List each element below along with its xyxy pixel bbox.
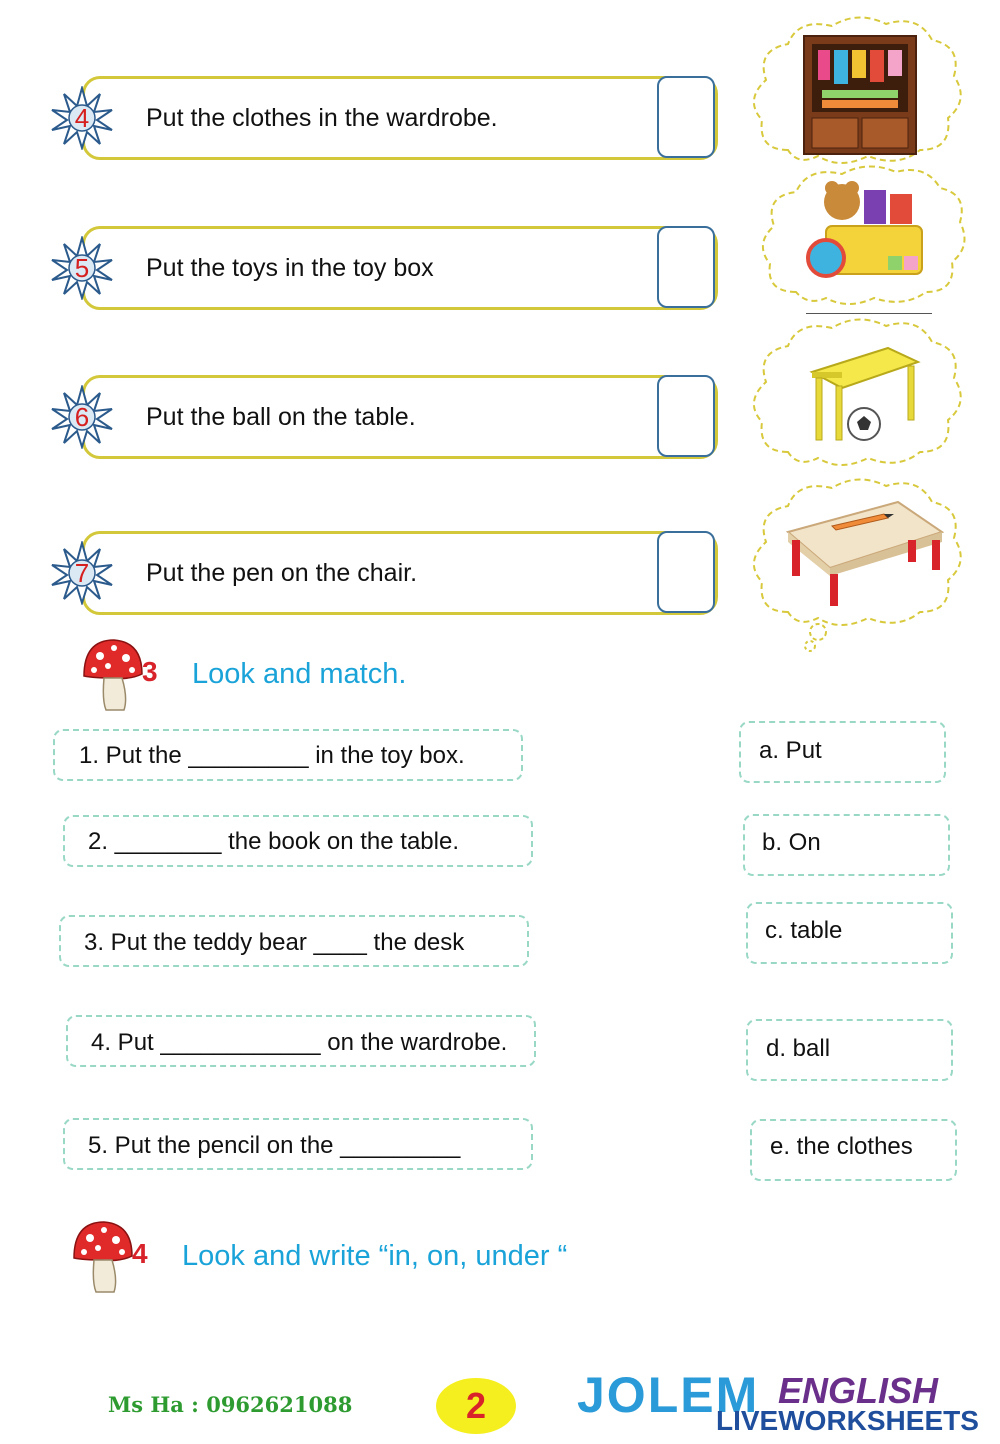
sentence-text-7: Put the pen on the chair. [146, 559, 418, 587]
wardrobe-picture [748, 10, 970, 170]
star-badge-5 [50, 236, 114, 300]
star-badge-6 [50, 385, 114, 449]
star-badge-7 [50, 541, 114, 605]
match-left-text-4: 4. Put ____________ on the wardrobe. [91, 1029, 508, 1056]
match-right-text-c: c. table [765, 917, 843, 944]
star-number: 6 [74, 402, 90, 432]
match-right-text-d: d. ball [766, 1035, 831, 1062]
jolem-logo: JOLEM [577, 1367, 760, 1423]
page-number: 2 [465, 1385, 487, 1426]
english-logo: ENGLISH [778, 1370, 939, 1411]
star-number: 4 [74, 103, 90, 133]
answer-box-7[interactable] [657, 531, 715, 613]
section-title-3: Look and match. [192, 658, 407, 690]
author-contact: Ms Ha : 0962621088 [108, 1392, 353, 1417]
match-right-text-b: b. On [762, 829, 821, 856]
star-badge-4 [50, 86, 114, 150]
sentence-text-6: Put the ball on the table. [146, 403, 416, 431]
star-number: 7 [74, 558, 90, 588]
match-right-text-a: a. Put [759, 737, 822, 764]
section-number-3: 3 [142, 656, 158, 687]
section-number-4: 4 [132, 1238, 148, 1269]
pencil-chair-picture [748, 472, 970, 654]
match-left-text-1: 1. Put the _________ in the toy box. [79, 742, 465, 769]
liveworksheets-logo[interactable]: LIVEWORKSHEETS [716, 1405, 979, 1436]
match-right-text-e: e. the clothes [770, 1133, 913, 1160]
match-left-text-3: 3. Put the teddy bear ____ the desk [84, 929, 465, 956]
mushroom-icon [80, 636, 144, 712]
toy-box-picture [756, 160, 970, 310]
answer-box-5[interactable] [657, 226, 715, 308]
match-left-text-5: 5. Put the pencil on the _________ [88, 1132, 461, 1159]
sentence-text-5: Put the toys in the toy box [146, 254, 434, 282]
mushroom-icon [70, 1218, 134, 1294]
sentence-text-4: Put the clothes in the wardrobe. [146, 104, 498, 132]
answer-box-6[interactable] [657, 375, 715, 457]
table-ball-picture [748, 312, 970, 472]
star-number: 5 [74, 253, 90, 283]
match-left-text-2: 2. ________ the book on the table. [88, 828, 459, 855]
answer-box-4[interactable] [657, 76, 715, 158]
section-title-4: Look and write “in, on, under “ [182, 1240, 568, 1272]
